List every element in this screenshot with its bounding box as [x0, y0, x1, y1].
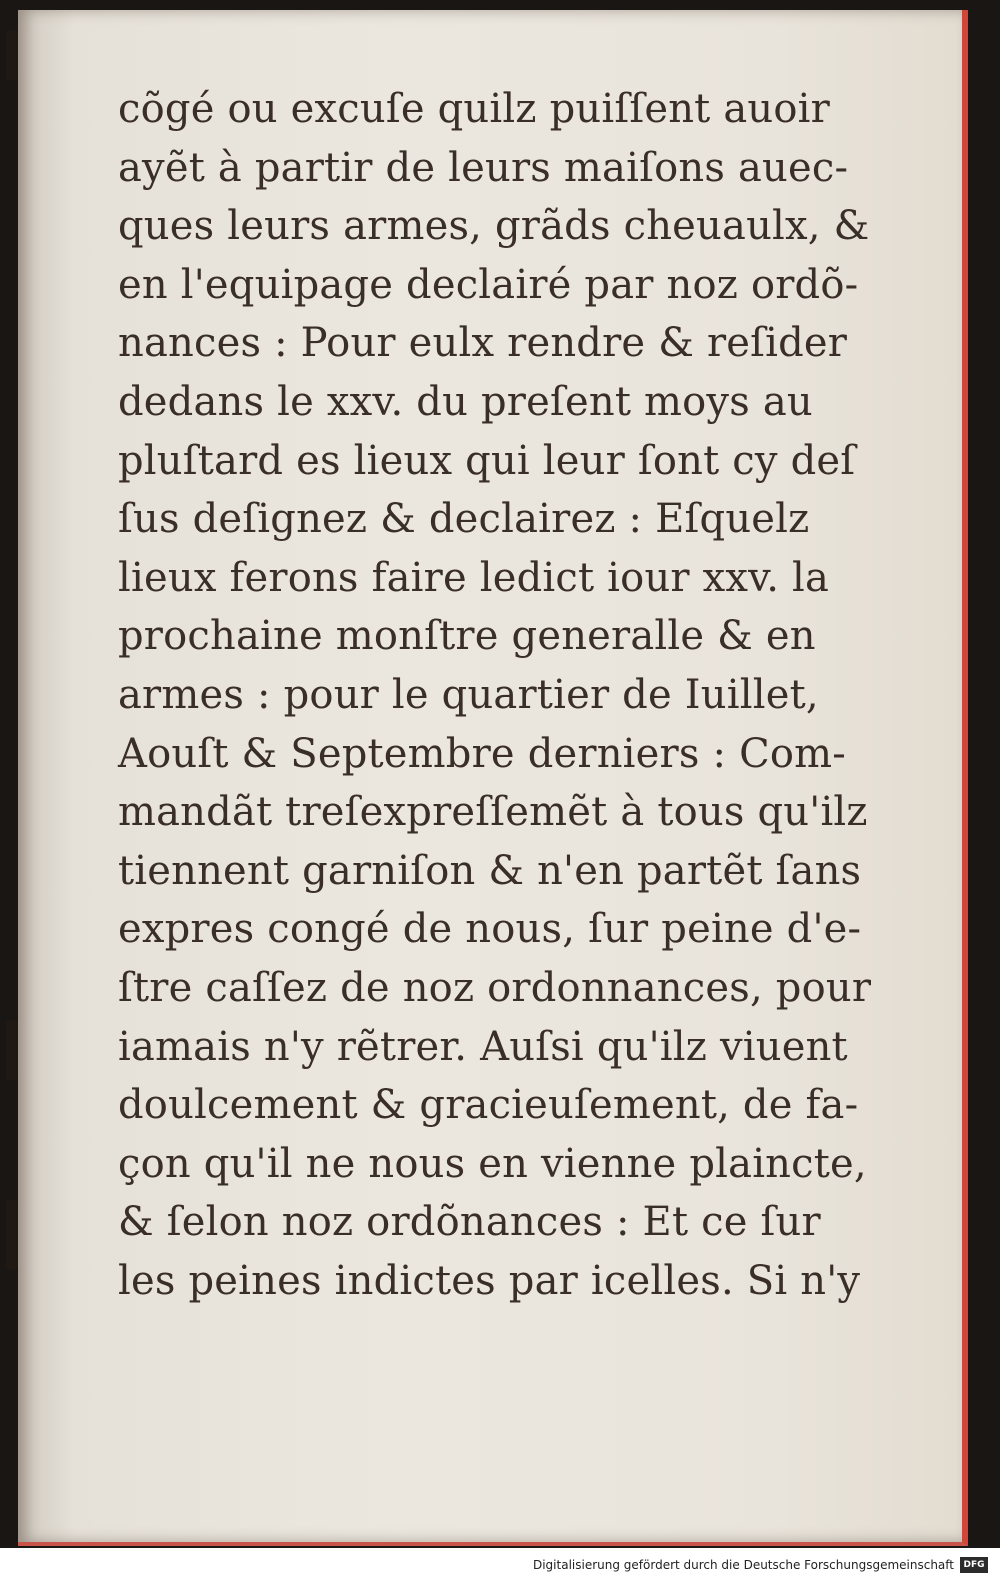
text-line: mandãt treſexpreſſemẽt à tous qu'ilz: [118, 789, 868, 836]
text-line: nances : Pour eulx rendre & reſider: [118, 320, 848, 367]
funding-credit: Digitalisierung gefördert durch die Deutsche Forschungsgemeinschaft: [532, 1558, 954, 1572]
text-line: dedans le xxv. du preſent moys au: [118, 378, 813, 425]
dfg-logo: DFG: [960, 1557, 988, 1573]
text-line: doulcement & gracieuſement, de fa-: [118, 1082, 859, 1129]
text-line: prochaine monſtre generalle & en: [118, 613, 816, 660]
binding-mark: [6, 30, 18, 80]
digitization-footer: [0, 1548, 1000, 1586]
text-line: & ſelon noz ordõnances : Et ce ſur: [118, 1199, 821, 1246]
book-page: [18, 10, 968, 1546]
page-text: [118, 80, 872, 1310]
binding-mark: [6, 1200, 18, 1270]
text-line: ques leurs armes, grãds cheuaulx, &: [118, 203, 870, 250]
binding-mark: [6, 1020, 18, 1080]
text-line: ſtre caſſez de noz ordonnances, pour: [118, 964, 872, 1011]
text-line: Aouſt & Septembre derniers : Com-: [118, 730, 847, 777]
text-line: ayẽt à partir de leurs maiſons auec-: [118, 144, 849, 191]
text-line: expres congé de nous, ſur peine d'e-: [118, 906, 862, 953]
text-line: iamais n'y rẽtrer. Auſsi qu'ilz viuent: [118, 1023, 848, 1070]
text-line: ſus deſignez & declairez : Eſquelz: [118, 496, 810, 543]
text-line: armes : pour le quartier de Iuillet,: [118, 671, 819, 718]
text-line: çon qu'il ne nous en vienne plaincte,: [118, 1140, 867, 1187]
text-line: les peines indictes par icelles. Si n'y: [118, 1257, 861, 1304]
text-line: lieux ferons faire ledict iour xxv. la: [118, 554, 830, 601]
text-line: cõgé ou excuſe quilz puiſſent auoir: [118, 86, 830, 132]
text-line: pluſtard es lieux qui leur ſont cy deſ: [118, 437, 856, 484]
text-line: en l'equipage declairé par noz ordõ-: [118, 261, 859, 308]
text-line: tiennent garniſon & n'en partẽt ſans: [118, 847, 862, 894]
